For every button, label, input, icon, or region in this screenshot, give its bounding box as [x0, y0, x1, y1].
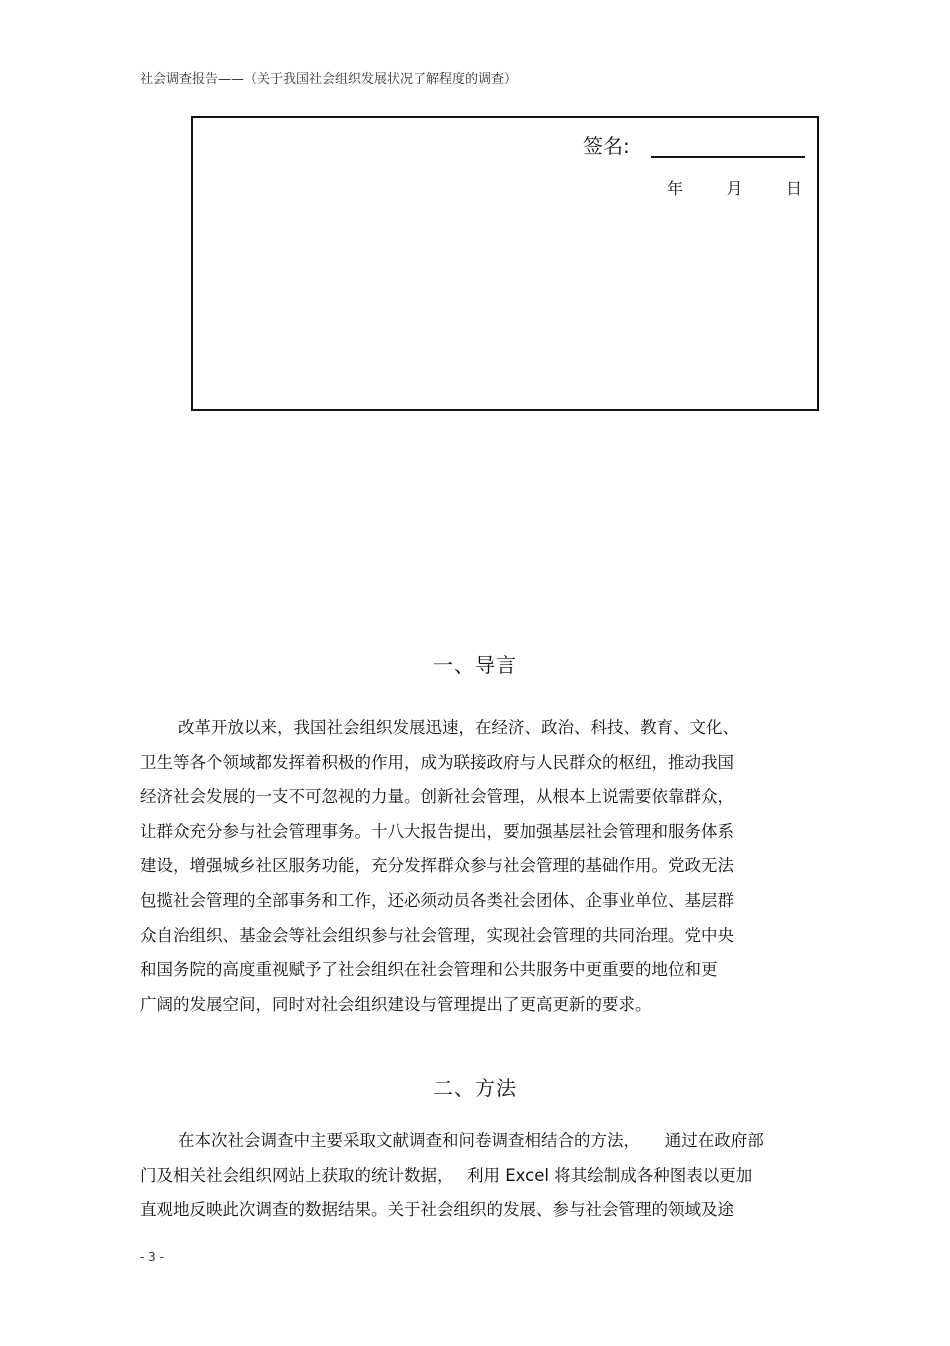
paragraph-line: 和国务院的高度重视赋予了社会组织在社会管理和公共服务中更重要的地位和更 — [140, 960, 718, 980]
date-row — [667, 176, 802, 199]
page-number: - 3 - — [140, 1250, 164, 1264]
section-title-introduction: 一、导言 — [433, 653, 517, 677]
paragraph-line: 建设，增强城乡社区服务功能，充分发挥群众参与社会管理的基础作用。党政无法 — [140, 856, 734, 876]
paragraph-introduction — [140, 711, 812, 1022]
paragraph-line: 包揽社会管理的全部事务和工作，还必须动员各类社会团体、企事业单位、基层群 — [140, 890, 734, 910]
paragraph-line: 卫生等各个领域都发挥着积极的作用，成为联接政府与人民群众的枢纽，推动我国 — [140, 752, 734, 772]
paragraph-line: 广阔的发展空间，同时对社会组织建设与管理提出了更高更新的要求。 — [140, 994, 652, 1014]
date-month: 月 — [726, 179, 743, 198]
signature-line — [651, 156, 805, 158]
paragraph-line: 众自治组织、基金会等社会组织参与社会管理，实现社会管理的共同治理。党中央 — [140, 925, 734, 945]
signature-label: 签名: — [583, 134, 630, 158]
paragraph-line: 改革开放以来，我国社会组织发展迅速，在经济、政治、科技、教育、文化、 — [178, 718, 739, 737]
paragraph-line: 让群众充分参与社会管理事务。十八大报告提出，要加强基层社会管理和服务体系 — [140, 821, 734, 841]
paragraph-method — [140, 1124, 812, 1228]
paragraph-line: 在本次社会调查中主要采取文献调查和问卷调查相结合的方法， 通过在政府部 — [178, 1131, 764, 1150]
running-header: 社会调查报告——（关于我国社会组织发展状况了解程度的调查） — [140, 72, 518, 87]
signature-box — [191, 116, 819, 411]
date-year: 年 — [667, 179, 684, 198]
date-day: 日 — [785, 179, 802, 198]
section-title-method: 二、方法 — [433, 1076, 517, 1100]
paragraph-line: 经济社会发展的一支不可忽视的力量。创新社会管理，从根本上说需要依靠群众， — [140, 787, 734, 807]
paragraph-line: 直观地反映此次调查的数据结果。关于社会组织的发展、参与社会管理的领域及途 — [140, 1200, 734, 1220]
paragraph-line: 门及相关社会组织网站上获取的统计数据， 利用 Excel 将其绘制成各种图表以更加 — [140, 1165, 753, 1185]
